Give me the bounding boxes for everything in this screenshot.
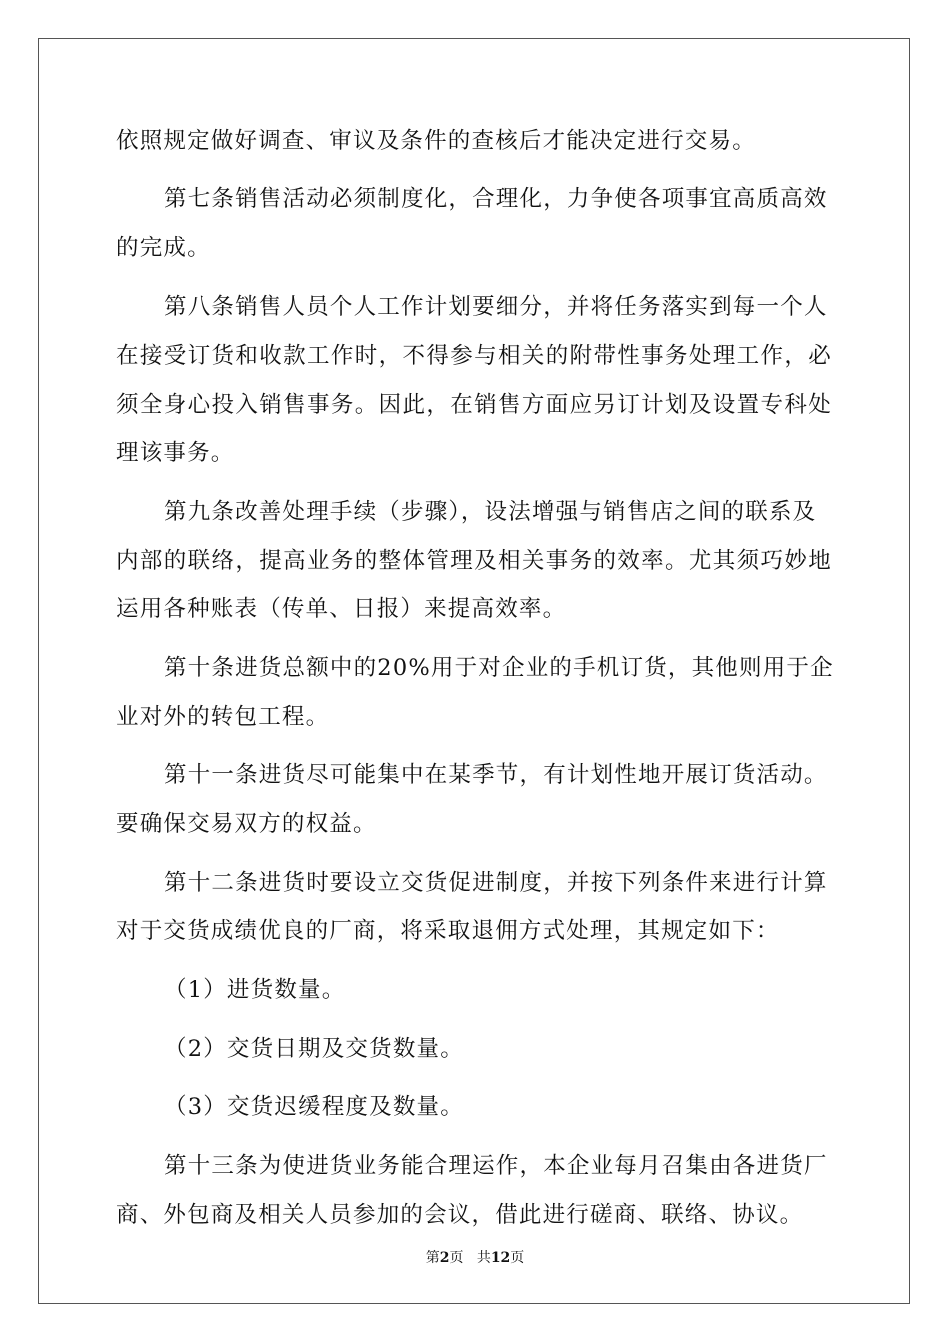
text-line: 须全身心投入销售事务。因此，在销售方面应另订计划及设置专科处	[116, 392, 832, 418]
text-line: 商、外包商及相关人员参加的会议，借此进行磋商、联络、协议。	[116, 1202, 804, 1228]
page-prefix: 第	[425, 1250, 440, 1266]
text-line: 第七条销售活动必须制度化，合理化，力争使各项事宜高质高效	[164, 186, 828, 212]
text-line: 第十三条为使进货业务能合理运作，本企业每月召集由各进货厂	[164, 1153, 828, 1179]
total-prefix: 共	[476, 1250, 491, 1266]
text-line: 理该事务。	[116, 440, 235, 466]
page-suffix: 页	[449, 1250, 464, 1266]
page-number: 2	[439, 1250, 450, 1266]
text-line: 业对外的转包工程。	[116, 704, 330, 730]
list-item: （2）交货日期及交货数量。	[164, 1036, 464, 1062]
text-line: 第十一条进货尽可能集中在某季节，有计划性地开展订货活动。	[164, 762, 828, 788]
text-line: 第九条改善处理手续（步骤），设法增强与销售店之间的联系及	[164, 499, 817, 525]
text-line: 第十条进货总额中的20%用于对企业的手机订货，其他则用于企	[164, 655, 834, 681]
text-line: 要确保交易双方的权益。	[116, 811, 377, 837]
page-footer	[0, 1248, 950, 1268]
text-line: 运用各种账表（传单、日报）来提高效率。	[116, 596, 567, 622]
text-line: 内部的联络，提高业务的整体管理及相关事务的效率。尤其须巧妙地	[116, 548, 832, 574]
text-line: 的完成。	[116, 235, 211, 261]
list-item: （3）交货迟缓程度及数量。	[164, 1094, 464, 1120]
text-line: 对于交货成绩优良的厂商，将采取退佣方式处理，其规定如下：	[116, 918, 780, 944]
text-line: 依照规定做好调查、审议及条件的查核后才能决定进行交易。	[116, 128, 756, 154]
text-line: 第八条销售人员个人工作计划要细分，并将任务落实到每一个人	[164, 294, 828, 320]
total-pages: 12	[490, 1250, 511, 1266]
list-item: （1）进货数量。	[164, 977, 346, 1003]
text-line: 第十二条进货时要设立交货促进制度，并按下列条件来进行计算	[164, 870, 828, 896]
text-line: 在接受订货和收款工作时，不得参与相关的附带性事务处理工作，必	[116, 343, 832, 369]
total-suffix: 页	[510, 1250, 525, 1266]
